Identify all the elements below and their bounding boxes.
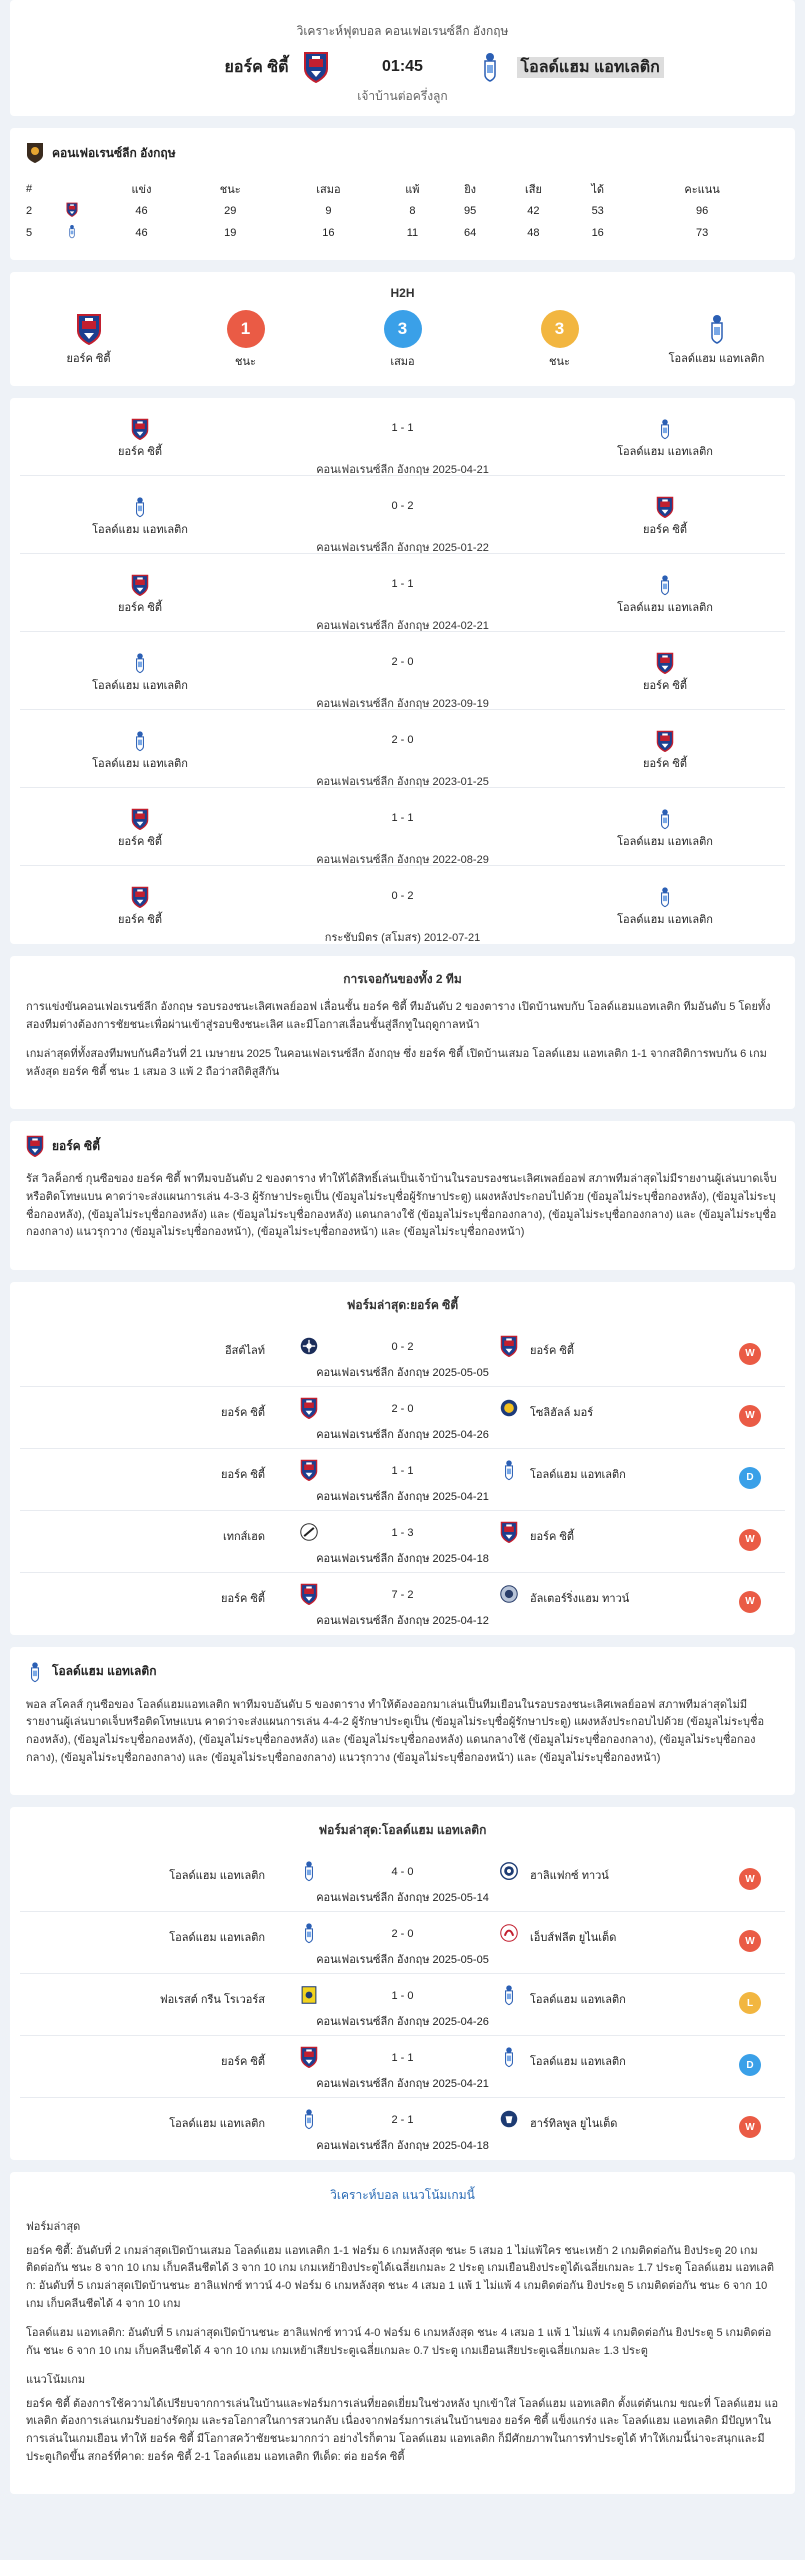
york-crest-icon (656, 496, 674, 518)
form-match-row[interactable] (20, 1511, 785, 1573)
match-score: 0 - 2 (391, 500, 414, 512)
form-match-row[interactable] (20, 1912, 785, 1974)
oldham-crest-icon (656, 886, 674, 908)
form-home-name: เทกส์เฮด (222, 1530, 265, 1543)
altrincham-crest-icon (500, 1583, 518, 1605)
form-home-name: ยอร์ค ซิตี้ (221, 2056, 265, 2069)
away-name: โอลด์แฮม แอทเลติก (617, 446, 713, 458)
win-label: ชนะ (549, 356, 570, 368)
form-competition-date: คอนเฟอเรนซ์ลีก อังกฤษ 2025-04-12 (316, 1614, 489, 1627)
standings-cell: 5 (26, 227, 33, 239)
standings-column-header: ได้ (591, 184, 605, 196)
h2h-match-list (10, 398, 795, 944)
form-score: 0 - 2 (391, 1340, 414, 1353)
draw-label: เสมอ (390, 356, 415, 368)
form-match-row[interactable] (20, 1850, 785, 1912)
oldham-info-title: โอลด์แฮม แอทเลติก (52, 1664, 157, 1679)
h2h-away-wins (490, 310, 630, 370)
trend-text: ยอร์ค ซิตี้ ต้องการใช้ความได้เปรียบจากการเล่นในบ้านและฟอร์มการเล่นที่ยอดเยี่ยมในช่วงหลัง บุกเข้าใส่ โอลด์แฮม แอทเลติก ตั้งแต่ต้นเกม ขณะที่ โอลด์แฮม แอทเลติก ต้องการเล่นเกมรับอย่างรัดกุม และรอโอกาสในการสวนกลับ เนื่องจากฟอร์มการเล่นในบ้านของ ยอร์ค ซิตี้ แข็งแกร่ง และ โอลด์แฮม แอทเลติก มีปัญหาในการเล่นในเกมเยือน ทำให้ ยอร์ค ซิตี้ มีโอกาสคว้าชัยชนะมากกว่า อย่างไรก็ตาม โอลด์แฮม แอทเลติก ก็มีศักยภาพในการทำประตูได้ ทำให้เกมนี้น่าจะสนุกและมีประตูเกิดขึ้น สกอร์ที่คาด: ยอร์ค ซิตี้ 2-1 โอลด์แฮม แอทเลติก ทีเด็ด: ต่อ ยอร์ค ซิตี้ (26, 2397, 779, 2463)
h2h-title: H2H (390, 286, 415, 300)
form-score: 2 - 0 (391, 1928, 414, 1941)
standings-column-header: ชนะ (219, 184, 241, 196)
away-name: โอลด์แฮม แอทเลติก (617, 914, 713, 926)
oldham-form-card (10, 1807, 795, 2160)
home-name: โอลด์แฮม แอทเลติก (92, 680, 188, 692)
form-score: 1 - 1 (391, 1464, 414, 1477)
standings-cell: 2 (26, 205, 33, 217)
result-badge: W (739, 1405, 761, 1427)
standings-cell: 96 (695, 205, 709, 217)
home-team-name[interactable]: ยอร์ค ซิตี้ (224, 58, 289, 76)
york-info-card (10, 1121, 795, 1269)
ebbsfleet-crest-icon (500, 1922, 518, 1944)
h2h-match-row[interactable] (20, 710, 785, 788)
form-home-name: โอลด์แฮม แอทเลติก (169, 2118, 265, 2131)
analysis-card (10, 2172, 795, 2494)
york-crest-icon (656, 730, 674, 752)
york-crest-icon (500, 1521, 518, 1543)
result-badge: D (739, 1467, 761, 1489)
york-crest-icon (66, 202, 78, 217)
oldham-crest-icon (500, 1984, 518, 2006)
meeting-card (10, 956, 795, 1109)
form-away-name: โอลด์แฮม แอทเลติก (530, 1468, 626, 1481)
h2h-match-away (585, 808, 745, 850)
h2h-match-list-card (10, 398, 795, 944)
form-score: 1 - 1 (391, 2052, 414, 2065)
standings-cell: 48 (527, 227, 540, 239)
form-away-name: โซลิฮัลล์ มอร์ (530, 1406, 594, 1419)
trend-heading: แนวโน้มเกม (26, 2374, 86, 2387)
oldham-form-title: ฟอร์มล่าสุด:โอลด์แฮม แอทเลติก (318, 1823, 487, 1838)
form-score: 7 - 2 (391, 1588, 414, 1601)
standings-column-header (46, 178, 98, 200)
match-competition-date: กระชับมิตร (สโมสร) 2012-07-21 (324, 932, 481, 944)
away-name: ยอร์ค ซิตี้ (643, 758, 687, 770)
standings-cell: 53 (591, 205, 604, 217)
standings-column-header: ยิง (464, 184, 477, 196)
draws-badge: 3 (384, 310, 422, 348)
form-match-row[interactable] (20, 1449, 785, 1511)
form-analysis-text: ยอร์ค ซิตี้: อันดับที่ 2 เกมล่าสุดเปิดบ้านเสมอ โอลด์แฮม แอทเลติก 1-1 ฟอร์ม 6 เกมหลังสุด ชนะ 5 เสมอ 1 ไม่แพ้ใคร ชนะเหย้า 2 เกมติดต่อกัน ยิงประตู 20 เกมติดต่อกัน ชนะ 8 จาก 10 เกม เก็บคลีนชีตได้ 3 จาก 10 เกม เกมเหย้ายิงประตูได้เฉลี่ยเกมละ 2 ประตู เกมเยือนยิงประตูได้เฉลี่ยเกมละ 1.7 ประตู โอลด์แฮม แอทเลติก: อันดับที่ 5 เกมล่าสุดเปิดบ้านชนะ ฮาลิแฟกซ์ ทาวน์ 4-0 ฟอร์ม 6 เกมหลังสุด ชนะ 4 เสมอ 1 แพ้ 1 ไม่แพ้ 4 เกมติดต่อกัน ยิงประตู 5 เกมติดต่อกัน ชนะ 6 จาก 10 เกม เก็บคลีนชีตได้ 4 จาก 10 เกม (26, 2244, 775, 2310)
form-away-name: เอ็บส์ฟลีต ยูไนเต็ด (530, 1932, 617, 1945)
standings-column-header: แข่ง (131, 184, 152, 196)
standings-cell: 64 (463, 227, 477, 239)
form-competition-date: คอนเฟอเรนซ์ลีก อังกฤษ 2025-04-18 (316, 2140, 489, 2153)
home-name: โอลด์แฮม แอทเลติก (92, 524, 188, 536)
home-wins-badge: 1 (227, 310, 265, 348)
h2h-card (10, 272, 795, 386)
standings-cell: 8 (409, 205, 416, 217)
standings-cell: 16 (322, 227, 335, 239)
result-badge: W (739, 1930, 761, 1952)
standings-cell: 16 (591, 227, 604, 239)
form-home-name: ยอร์ค ซิตี้ (221, 1406, 265, 1419)
handicap-note: เจ้าบ้านต่อครึ่งลูก (357, 89, 448, 103)
away-team-label: โอลด์แฮม แอทเลติก (517, 57, 664, 78)
h2h-match-row[interactable] (20, 554, 785, 632)
match-competition-date: คอนเฟอเรนซ์ลีก อังกฤษ 2025-01-22 (316, 542, 489, 554)
match-score: 2 - 0 (391, 734, 414, 746)
match-competition-date: คอนเฟอเรนซ์ลีก อังกฤษ 2025-04-21 (316, 464, 489, 476)
h2h-match-away (585, 418, 745, 460)
form-score: 2 - 1 (391, 2114, 414, 2127)
form-competition-date: คอนเฟอเรนซ์ลีก อังกฤษ 2025-04-26 (316, 2016, 489, 2029)
form-home-name: โอลด์แฮม แอทเลติก (169, 1870, 265, 1883)
form-home-name: ฟอเรสต์ กรีน โรเวอร์ส (159, 1994, 265, 2007)
oldham-crest-icon (656, 808, 674, 830)
standings-cell: 95 (463, 205, 477, 217)
result-badge: W (739, 1591, 761, 1613)
form-away-name: โอลด์แฮม แอทเลติก (530, 2056, 626, 2069)
form-away-name: โอลด์แฮม แอทเลติก (530, 1994, 626, 2007)
york-crest-icon (76, 313, 102, 345)
form-away-name: ยอร์ค ซิตี้ (530, 1530, 574, 1543)
york-info-title: ยอร์ค ซิตี้ (52, 1138, 100, 1153)
home-name: ยอร์ค ซิตี้ (118, 914, 162, 926)
team-crest-cell (46, 222, 98, 244)
form-competition-date: คอนเฟอเรนซ์ลีก อังกฤษ 2025-05-05 (316, 1366, 489, 1379)
form-analysis-text-2: โอลด์แฮม แอทเลติก: อันดับที่ 5 เกมล่าสุดเปิดบ้านชนะ ฮาลิแฟกซ์ ทาวน์ 4-0 ฟอร์ม 6 เกมหลังสุด ชนะ 4 เสมอ 1 แพ้ 1 ไม่แพ้ 4 เกมติดต่อกัน ยิงประตู 5 เกมติดต่อกัน ชนะ 6 จาก 10 เกม เก็บคลีนชีตได้ 4 จาก 10 เกม เกมเหย้าเสียประตูเฉลี่ยเกมละ 0.7 ประตู เกมเยือนเสียประตูเฉลี่ยเกมละ 1.3 ประตู (26, 2327, 772, 2357)
standings-column-header: แพ้ (405, 184, 420, 196)
match-competition-date: คอนเฟอเรนซ์ลีก อังกฤษ 2023-01-25 (316, 776, 489, 788)
result-badge: W (739, 1868, 761, 1890)
standings-cell: 9 (325, 205, 332, 217)
york-crest-icon (303, 51, 329, 83)
halifax-crest-icon (500, 1860, 518, 1882)
form-competition-date: คอนเฟอเรนซ์ลีก อังกฤษ 2025-05-14 (316, 1892, 489, 1905)
h2h-match-away (585, 652, 745, 694)
solihull-crest-icon (500, 1397, 518, 1419)
oldham-crest-icon (656, 418, 674, 440)
match-score: 1 - 1 (391, 578, 414, 590)
h2h-match-row[interactable] (20, 476, 785, 554)
oldham-crest-icon (704, 313, 730, 345)
standings-cell: 11 (406, 227, 419, 239)
h2h-match-row[interactable] (20, 398, 785, 476)
win-label: ชนะ (235, 356, 256, 368)
standings-column-header: เสมอ (316, 184, 341, 196)
standings-cell: 46 (135, 205, 148, 217)
form-home-name: ยอร์ค ซิตี้ (221, 1592, 265, 1605)
oldham-crest-icon (500, 2046, 518, 2068)
away-team-name[interactable] (517, 55, 667, 80)
h2h-match-row[interactable] (20, 788, 785, 866)
form-home-name: อีสต์ไลท์ (225, 1344, 265, 1357)
form-score: 1 - 0 (391, 1990, 414, 2003)
meeting-title: การเจอกันของทั้ง 2 ทีม (343, 972, 462, 986)
standings-table (26, 178, 779, 244)
standings-cell: 73 (695, 227, 709, 239)
h2h-match-row[interactable] (20, 866, 785, 944)
match-competition-date: คอนเฟอเรนซ์ลีก อังกฤษ 2024-02-21 (316, 620, 489, 632)
meeting-paragraph: เกมล่าสุดที่ทั้งสองทีมพบกันคือวันที่ 21 เมษายน 2025 ในคอนเฟอเรนซ์ลีก อังกฤษ ซึ่ง ยอร์ค ซิตี้ เปิดบ้านเสมอ โอลด์แฮม แอทเลติก 1-1 จากสถิติการพบกัน 6 เกมหลังสุด ยอร์ค ซิตี้ ชนะ 1 เสมอ 3 แพ้ 2 ถือว่าสถิติสูสีกัน (26, 1048, 767, 1078)
result-badge: L (739, 1992, 761, 2014)
oldham-crest-icon (66, 224, 78, 239)
form-home-name: โอลด์แฮม แอทเลติก (169, 1932, 265, 1945)
york-form-title: ฟอร์มล่าสุด:ยอร์ค ซิตี้ (346, 1297, 459, 1312)
h2h-match-away (585, 730, 745, 772)
oldham-info-card (10, 1647, 795, 1795)
h2h-match-away (585, 496, 745, 538)
h2h-match-away (585, 886, 745, 928)
team-crest-cell (46, 200, 98, 222)
h2h-home-name: ยอร์ค ซิตี้ (66, 353, 111, 365)
form-home-name: ยอร์ค ซิตี้ (221, 1468, 265, 1481)
oldham-crest-icon (477, 51, 503, 83)
york-crest-icon (656, 652, 674, 674)
standings-column-header: # (26, 183, 33, 195)
home-name: ยอร์ค ซิตี้ (118, 602, 162, 614)
form-competition-date: คอนเฟอเรนซ์ลีก อังกฤษ 2025-04-21 (316, 2078, 489, 2091)
h2h-away-name: โอลด์แฮม แอทเลติก (668, 353, 765, 365)
form-match-row[interactable] (20, 1974, 785, 2036)
away-name: โอลด์แฮม แอทเลติก (617, 836, 713, 848)
league-name: คอนเฟอเรนซ์ลีก อังกฤษ (52, 145, 176, 160)
standings-cell: 29 (224, 205, 237, 217)
york-form-card (10, 1282, 795, 1635)
result-badge: W (739, 1343, 761, 1365)
standings-cell: 19 (224, 227, 237, 239)
match-score: 1 - 1 (391, 812, 414, 824)
oldham-info-text: พอล สโคลส์ กุนซือของ โอลด์แฮมแอทเลติก พาทีมจบอันดับ 5 ของตาราง ทำให้ต้องออกมาเล่นเป็นทีมเยือนในรอบรองชนะเลิศเพลย์ออฟ สภาพทีมล่าสุดไม่มีรายงานผู้เล่นบาดเจ็บหรือติดโทษแบน คาดว่าจะส่งแผนการเล่น 4-4-2 ผู้รักษาประตูเป็น (ข้อมูลไม่ระบุชื่อผู้รักษาประตู) แผงหลังประกอบไปด้วย (ข้อมูลไม่ระบุชื่อกองหลัง), (ข้อมูลไม่ระบุชื่อกองหลัง), (ข้อมูลไม่ระบุชื่อกองหลัง) และ (ข้อมูลไม่ระบุชื่อกองหลัง) แดนกลางใช้ (ข้อมูลไม่ระบุชื่อกองกลาง), (ข้อมูลไม่ระบุชื่อกองกลาง), (ข้อมูลไม่ระบุชื่อกองกลาง) และ (ข้อมูลไม่ระบุชื่อกองกลาง) แนวรุกวาง (ข้อมูลไม่ระบุชื่อกองหน้า) และ (ข้อมูลไม่ระบุชื่อกองหน้า) (26, 1698, 765, 1764)
h2h-match-row[interactable] (20, 632, 785, 710)
form-competition-date: คอนเฟอเรนซ์ลีก อังกฤษ 2025-05-05 (316, 1954, 489, 1967)
standings-column-header: คะแนน (684, 184, 720, 196)
league-logo-icon (26, 142, 44, 164)
standings-row[interactable] (26, 222, 779, 244)
form-competition-date: คอนเฟอเรนซ์ลีก อังกฤษ 2025-04-26 (316, 1428, 489, 1441)
form-heading: ฟอร์มล่าสุด (26, 2221, 81, 2234)
away-name: ยอร์ค ซิตี้ (643, 524, 687, 536)
york-info-text: รัส วิลค็อกซ์ กุนซือของ ยอร์ค ซิตี้ พาทีมจบอันดับ 2 ของตาราง ทำให้ได้สิทธิ์เล่นเป็นเจ้าบ้านในรอบรองชนะเลิศเพลย์ออฟ สภาพทีมล่าสุดไม่มีรายงานผู้เล่นบาดเจ็บหรือติดโทษแบน คาดว่าจะส่งแผนการเล่น 4-3-3 ผู้รักษาประตูเป็น (ข้อมูลไม่ระบุชื่อผู้รักษาประตู) แผงหลังประกอบไปด้วย (ข้อมูลไม่ระบุชื่อกองหลัง), (ข้อมูลไม่ระบุชื่อกองหลัง), (ข้อมูลไม่ระบุชื่อกองหลัง) และ (ข้อมูลไม่ระบุชื่อกองหลัง) แดนกลางใช้ (ข้อมูลไม่ระบุชื่อกองกลาง), (ข้อมูลไม่ระบุชื่อกองกลาง) และ (ข้อมูลไม่ระบุชื่อกองกลาง) แนวรุกวาง (ข้อมูลไม่ระบุชื่อกองหน้า), (ข้อมูลไม่ระบุชื่อกองหน้า) และ (ข้อมูลไม่ระบุชื่อกองหน้า) (26, 1173, 777, 1239)
away-name: โอลด์แฮม แอทเลติก (617, 602, 713, 614)
home-name: ยอร์ค ซิตี้ (118, 446, 162, 458)
york-form-list (10, 1325, 795, 1635)
h2h-away-team[interactable] (647, 313, 787, 367)
match-competition-date: คอนเฟอเรนซ์ลีก อังกฤษ 2022-08-29 (316, 854, 489, 866)
standings-row[interactable] (26, 200, 779, 222)
result-badge: W (739, 1529, 761, 1551)
home-name: โอลด์แฮม แอทเลติก (92, 758, 188, 770)
form-competition-date: คอนเฟอเรนซ์ลีก อังกฤษ 2025-04-18 (316, 1552, 489, 1565)
match-competition-date: คอนเฟอเรนซ์ลีก อังกฤษ 2023-09-19 (316, 698, 489, 710)
meeting-paragraph: การแข่งขันคอนเฟอเรนซ์ลีก อังกฤษ รอบรองชนะเลิศเพลย์ออฟ เลื่อนชั้น ยอร์ค ซิตี้ ทีมอันดับ 2 ของตาราง เปิดบ้านพบกับ โอลด์แฮมแอทเลติก ทีมอันดับ 5 โดยทั้งสองทีมต่างต้องการชัยชนะเพื่อผ่านเข้าสู่รอบชิงชนะเลิศ และมีโอกาสเลื่อนชั้นสู่ลีกทูในฤดูกาลหน้า (26, 1001, 771, 1031)
standings-cell: 42 (527, 205, 540, 217)
standings-cell: 46 (135, 227, 148, 239)
form-score: 4 - 0 (391, 1866, 414, 1879)
standings-column-header: เสีย (524, 184, 542, 196)
oldham-crest-icon (500, 1459, 518, 1481)
form-away-name: อัลเตอร์ริ่งแฮม ทาวน์ (530, 1592, 630, 1605)
form-away-name: ฮาลิแฟกซ์ ทาวน์ (530, 1870, 609, 1883)
result-badge: D (739, 2054, 761, 2076)
hartlepool-crest-icon (500, 2108, 518, 2130)
away-name: ยอร์ค ซิตี้ (643, 680, 687, 692)
h2h-home-wins (176, 310, 316, 370)
form-away-name: ฮาร์ทิลพูล ยูไนเต็ด (530, 2118, 618, 2131)
match-score: 1 - 1 (391, 422, 414, 434)
analysis-title[interactable]: วิเคราะห์บอล แนวโน้มเกมนี้ (330, 2188, 475, 2203)
h2h-home-team[interactable] (19, 313, 159, 367)
york-crest-icon (500, 1335, 518, 1357)
oldham-crest-icon (26, 1661, 44, 1683)
form-competition-date: คอนเฟอเรนซ์ลีก อังกฤษ 2025-04-21 (316, 1490, 489, 1503)
h2h-match-away (585, 574, 745, 616)
match-score: 0 - 2 (391, 890, 414, 902)
york-crest-icon (26, 1135, 44, 1157)
oldham-form-list (10, 1850, 795, 2160)
kickoff-time: 01:45 (382, 58, 423, 75)
form-match-row[interactable] (20, 1325, 785, 1387)
result-badge: W (739, 2116, 761, 2138)
form-match-row[interactable] (20, 1573, 785, 1635)
form-match-row[interactable] (20, 1387, 785, 1449)
match-subtitle: วิเคราะห์ฟุตบอล คอนเฟอเรนซ์ลีก อังกฤษ (296, 24, 509, 38)
form-score: 1 - 3 (391, 1526, 414, 1539)
home-name: ยอร์ค ซิตี้ (118, 836, 162, 848)
away-wins-badge: 3 (541, 310, 579, 348)
form-match-row[interactable] (20, 2036, 785, 2098)
match-header (10, 0, 795, 116)
form-score: 2 - 0 (391, 1402, 414, 1415)
oldham-crest-icon (656, 574, 674, 596)
match-score: 2 - 0 (391, 656, 414, 668)
form-away-name: ยอร์ค ซิตี้ (530, 1344, 574, 1357)
h2h-draws (333, 310, 473, 370)
form-match-row[interactable] (20, 2098, 785, 2160)
standings-card (10, 128, 795, 260)
